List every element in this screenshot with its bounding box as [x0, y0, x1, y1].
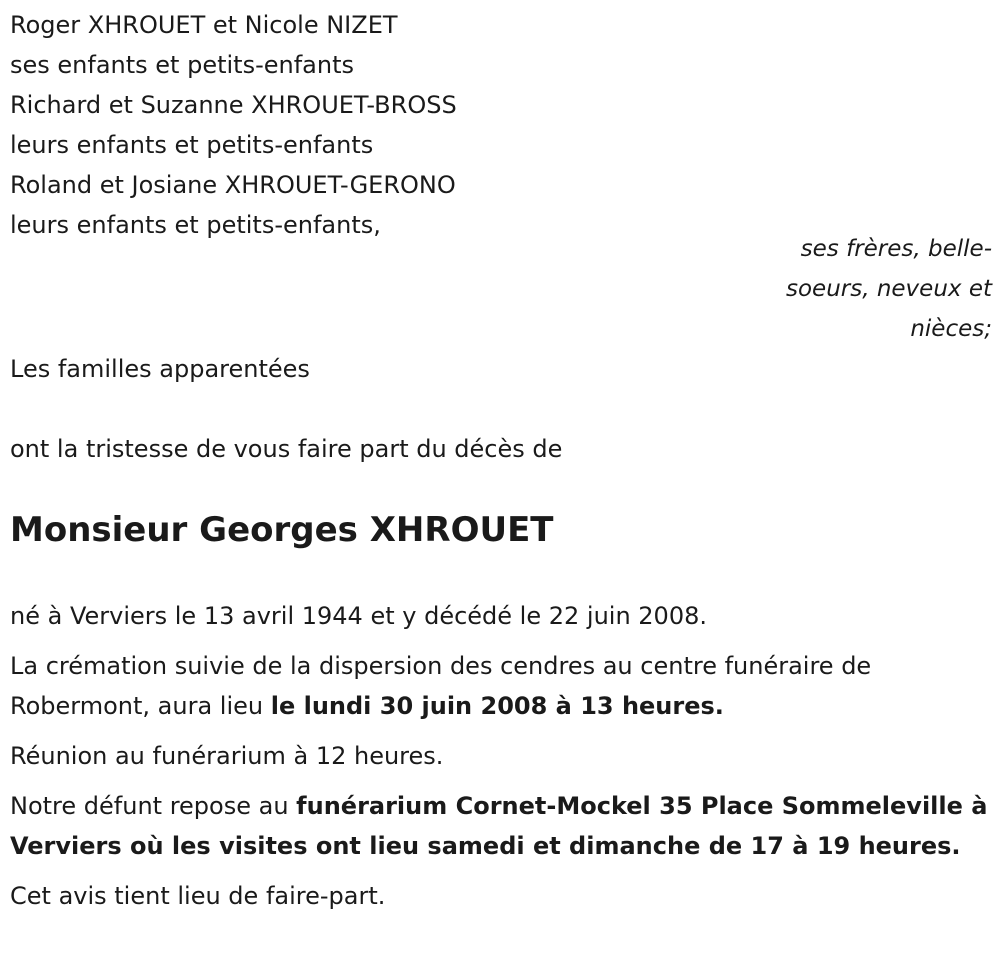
- family-line: ses enfants et petits-enfants: [10, 51, 355, 79]
- birth-death-text: né à Verviers le 13 avril 1944 et y décédé le 22 juin 2008.: [10, 602, 707, 630]
- obituary-notice: [10, 0, 992, 969]
- cremation-text: La crémation suivie de la dispersion des cendres au centre funéraire de Robermont, aura lieu: [10, 652, 872, 720]
- reunion-text: Réunion au funérarium à 12 heures.: [10, 742, 444, 770]
- cremation-paragraph: [10, 646, 992, 726]
- family-line: leurs enfants et petits-enfants: [10, 131, 374, 159]
- siblings-note-line: ses frères, belle-: [800, 236, 992, 262]
- funeral-details: [10, 596, 992, 926]
- repose-text: Notre défunt repose au: [10, 792, 297, 820]
- repose-paragraph: [10, 786, 992, 866]
- siblings-note: [752, 229, 992, 349]
- family-line: leurs enfants et petits-enfants,: [10, 211, 381, 239]
- related-families: Les familles apparentées: [10, 355, 310, 383]
- cremation-date: le lundi 30 juin 2008 à 13 heures.: [270, 692, 724, 720]
- family-line: Roland et Josiane XHROUET-GERONO: [10, 171, 456, 199]
- family-line: Richard et Suzanne XHROUET-BROSS: [10, 91, 457, 119]
- deceased-name: Monsieur Georges XHROUET: [10, 510, 554, 550]
- siblings-note-line: soeurs, neveux et: [785, 276, 992, 302]
- family-line: Roger XHROUET et Nicole NIZET: [10, 11, 398, 39]
- family-list: [10, 5, 457, 245]
- siblings-note-line: nièces;: [910, 316, 992, 342]
- closing-text: Cet avis tient lieu de faire-part.: [10, 882, 386, 910]
- announcement: ont la tristesse de vous faire part du décès de: [10, 435, 563, 463]
- repose-place: funérarium Cornet-Mockel 35 Place Sommeleville à Verviers où les visites ont lieu samedi et dimanche de 17 à 19 heures.: [10, 792, 988, 860]
